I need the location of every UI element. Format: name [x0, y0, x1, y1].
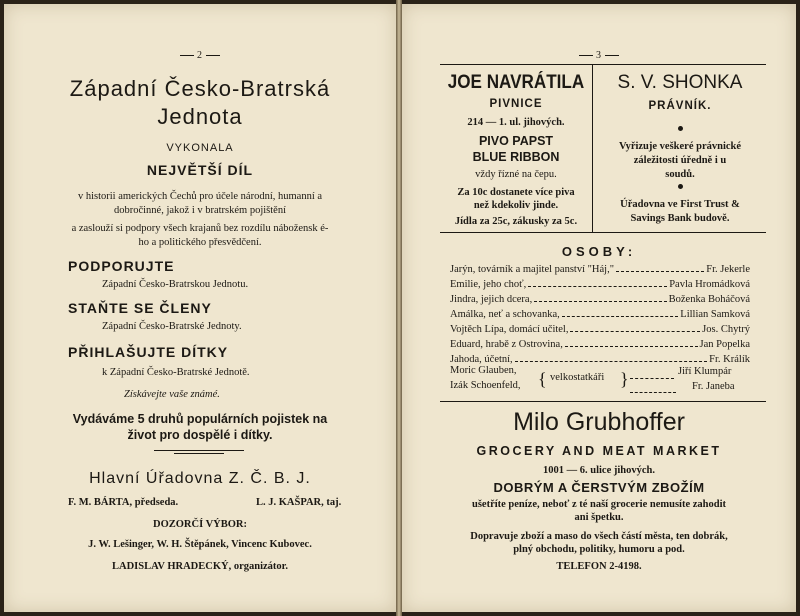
cast-actor: Lillian Samková [680, 309, 750, 320]
cast-row [450, 335, 750, 350]
friends-text: Získávejte vaše známé. [124, 389, 220, 400]
ad2-service-2: záležitosti úředně i u [633, 155, 727, 166]
ad3-address: 1001 — 6. ulice jihových. [543, 465, 655, 476]
support-heading: PODPORUJTE [68, 258, 175, 274]
para1-line4: ho a politického přesvědčení. [138, 237, 262, 248]
ad2-office-2: Savings Bank budově. [630, 213, 730, 224]
cast-row [450, 290, 750, 305]
ornament-rule [154, 450, 244, 451]
cast-actor: Jos. Chytrý [702, 324, 750, 335]
dotted-leader [630, 378, 674, 379]
ad1-tap: vždy řízné na čepu. [475, 169, 557, 180]
ad1-address: 214 — 1. ul. jihových. [467, 117, 565, 128]
ad1-food: Jídla za 25c, zákusky za 5c. [454, 216, 578, 227]
org-title-line-2: Jednota [157, 104, 243, 129]
nejvetsi-heading: NEJVĚTŠÍ DÍL [146, 162, 254, 178]
ad3-line2: ani špetku. [574, 512, 624, 523]
cast-actor: Fr. Janeba [692, 381, 735, 392]
organizer: LADISLAV HRADECKÝ, organizátor. [112, 561, 288, 572]
ad2-name: S. V. SHONKA [617, 72, 743, 93]
page-number-text: 2 [197, 50, 203, 61]
cast-role: Amálka, neť a schovanka, [450, 309, 560, 320]
ad-divider [592, 64, 593, 232]
cast-row [450, 305, 750, 320]
para1-line2: dobročinné, jakož i v bratrském pojištění [113, 205, 287, 216]
cast-role: Moric Glauben, [450, 365, 517, 376]
ad3-line4: plný obchodu, politiky, humoru a pod. [513, 544, 685, 555]
member-text: Západní Česko-Bratrské Jednoty. [102, 321, 242, 332]
right-page [402, 4, 796, 612]
kids-heading: PŘIHLAŠUJTE DÍTKY [68, 344, 229, 360]
left-page [4, 4, 396, 612]
cast-role: Izák Schoenfeld, [450, 380, 521, 391]
brace-right: } [620, 369, 629, 389]
cast-role: Jarýn, továrník a majitel panství "Háj," [450, 264, 614, 275]
brace-left: { [538, 369, 547, 389]
mid-rule [440, 232, 766, 233]
ad3-line1: ušetříte peníze, neboť z té naší grocerie nemusíte zahodit [471, 499, 727, 510]
cast-role: Emilie, jeho choť, [450, 279, 527, 290]
ad1-name: JOE NAVRÁTILA [447, 72, 585, 93]
cast-role: Eduard, hrabě z Ostrovina, [450, 339, 563, 350]
org-title-line-1: Západní Česko-Bratrská [69, 76, 331, 101]
ornament-rule-2 [174, 453, 224, 454]
page-number [4, 50, 396, 61]
cast-row [450, 350, 750, 365]
page-number-text: 3 [596, 50, 602, 61]
board-members: J. W. Lešinger, W. H. Štěpánek, Vincenc Kubovec. [88, 539, 312, 550]
cast-actor: Fr. Jekerle [706, 264, 750, 275]
cast-role: Vojtěch Lípa, domácí učitel, [450, 324, 569, 335]
president: F. M. BÁRTA, předseda. [68, 497, 179, 508]
lower-rule [440, 401, 766, 402]
support-text: Západní Česko-Bratrskou Jednotu. [102, 279, 249, 290]
bullet-dot [678, 184, 683, 189]
bullet-dot [678, 126, 683, 131]
ad3-phone: TELEFON 2-4198. [556, 561, 642, 572]
cast-title: OSOBY: [561, 244, 637, 259]
ad3-line3: Dopravuje zboží a maso do všech částí města, ten dobrák, [470, 531, 728, 542]
ad1-more-1: Za 10c dostanete více piva [457, 187, 575, 198]
vykonala-label: VYKONALA [166, 142, 234, 154]
ad3-sub: GROCERY AND MEAT MARKET [476, 444, 722, 458]
ad2-service-3: soudů. [665, 169, 695, 180]
cast-actor: Jan Popelka [699, 339, 750, 350]
cast-actor: Fr. Králík [709, 354, 750, 365]
cast-role: Jindra, jejich dcera, [450, 294, 533, 305]
ad2-sub: PRÁVNÍK. [648, 100, 712, 112]
kids-text: k Západní Česko-Bratrské Jednotě. [102, 367, 250, 378]
cast-role: Jahoda, účetní, [450, 354, 513, 365]
top-rule [440, 64, 766, 65]
ad3-name: Milo Grubhoffer [513, 408, 685, 436]
cast-row [450, 275, 750, 290]
cast-group: velkostatkáři [550, 372, 605, 383]
ad1-more-2: než kdekoliv jinde. [473, 200, 559, 211]
cast-actor: Jiří Klumpár [678, 366, 732, 377]
policies-line1: Vydáváme 5 druhů populárních pojistek na [72, 412, 328, 426]
ad1-beer-2: BLUE RIBBON [472, 150, 560, 164]
para1-line1: v historii amerických Čechů pro účele národní, humanní a [77, 191, 323, 202]
para1-line3: a zaslouží si podpory všech krajanů bez rozdílu nábožensk é- [71, 223, 329, 234]
cast-row [450, 260, 750, 275]
page-number [402, 50, 796, 61]
policies-line2: život pro dospělé i dítky. [127, 428, 273, 442]
board-heading: DOZORČÍ VÝBOR: [152, 519, 248, 530]
cast-actor: Boženka Boháčová [668, 294, 750, 305]
ad3-slogan: DOBRÝM A ČERSTVÝM ZBOŽÍM [493, 480, 705, 495]
cast-actor: Pavla Hromádková [669, 279, 750, 290]
office-heading: Hlavní Úřadovna Z. Č. B. J. [89, 470, 311, 487]
member-heading: STAŇTE SE ČLENY [68, 300, 212, 316]
ad1-beer-1: PIVO PAPST [478, 134, 554, 148]
ad2-service-1: Vyřizuje veškeré právnické [618, 141, 742, 152]
dotted-leader [630, 392, 676, 393]
ad1-sub: PIVNICE [489, 98, 543, 110]
cast-row [450, 320, 750, 335]
secretary: L. J. KAŠPAR, taj. [256, 497, 342, 508]
ad2-office-1: Úřadovna ve First Trust & [620, 199, 740, 210]
